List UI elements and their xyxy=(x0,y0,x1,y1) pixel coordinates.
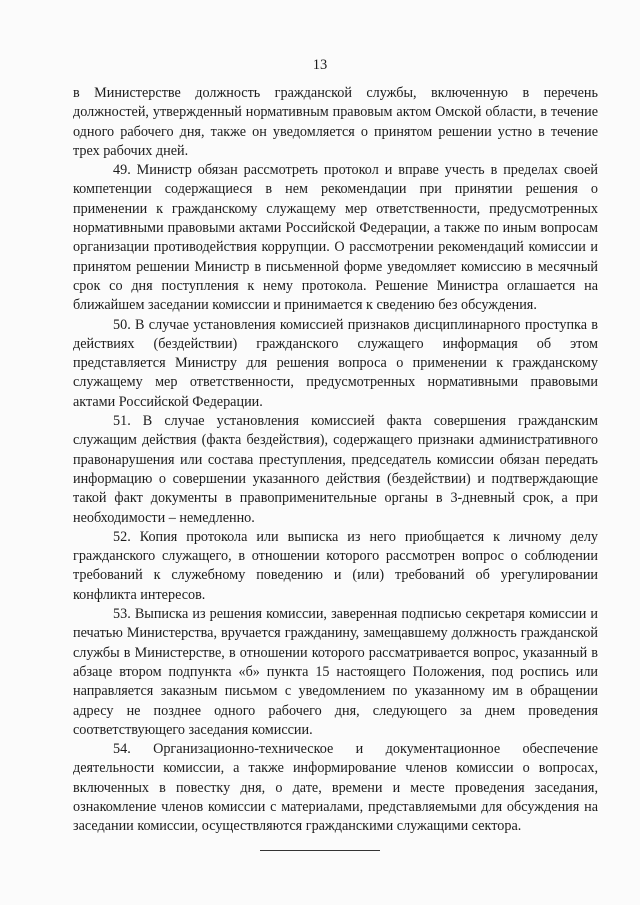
page-number: 13 xyxy=(312,57,328,73)
paragraph-50: 50. В случае установления комиссией признаков дисциплинарного проступка в действиях (бездействии) гражданского служащего информация об этом представляется Министру для решения вопроса о применении к гражданскому служащему мер ответственности, предусмотренных нормативными правовыми актами Российской Федерации. xyxy=(73,316,598,410)
paragraph-continuation: в Министерстве должность гражданской службы, включенную в перечень должностей, утвержденный нормативным правовым актом Омской области, в течение одного рабочего дня, также он уведомляется о принятом решении устно в течение трех рабочих дней. xyxy=(73,85,598,159)
paragraph-51: 51. В случае установления комиссией факта совершения гражданским служащим действия (факта бездействия), содержащего признаки административного правонарушения или состава преступления, председатель комиссии обязан передать информацию о совершении указанного действия (бездействии) и подтверждающие такой факт документы в правоприменительные органы в 3-дневный срок, а при необходимости – немедленно. xyxy=(73,413,598,526)
end-rule-divider xyxy=(260,850,380,851)
paragraph-54: 54. Организационно-техническое и документационное обеспечение деятельности комиссии, а также информирование членов комиссии о вопросах, включенных в повестку дня, о дате, времени и месте проведения заседания, ознакомление членов комиссии с материалами, представляемыми для обсуждения на заседании комиссии, осуществляются гражданскими служащими сектора. xyxy=(73,741,598,835)
paragraph-49: 49. Министр обязан рассмотреть протокол и вправе учесть в пределах своей компетенции содержащиеся в нем рекомендации при принятии решения о применении к гражданскому служащему мер ответственности, предусмотренных нормативными правовыми актами Российской Федерации, а также по иным вопросам организации противодействия коррупции. О рассмотрении рекомендаций комиссии и принятом решении Министр в письменной форме уведомляет комиссию в месячный срок со дня поступления к нему протокола. Решение Министра оглашается на ближайшем заседании комиссии и принимается к сведению без обсуждения. xyxy=(73,162,598,314)
document-body xyxy=(73,84,598,837)
paragraph-52: 52. Копия протокола или выписка из него приобщается к личному делу гражданского служащего, в отношении которого рассмотрен вопрос о соблюдении требований к служебному поведению и (или) требований об урегулировании конфликта интересов. xyxy=(73,528,598,603)
paragraph-53: 53. Выписка из решения комиссии, заверенная подписью секретаря комиссии и печатью Министерства, вручается гражданину, замещавшему должность гражданской службы в Министерстве, в отношении которого рассматривается вопрос, указанный в абзаце втором подпункта «б» пункта 15 настоящего Положения, под роспись или направляется заказным письмом с уведомлением по указанному им в обращении адресу не позднее одного рабочего дня, следующего за днем проведения соответствующего заседания комиссии. xyxy=(73,606,598,738)
